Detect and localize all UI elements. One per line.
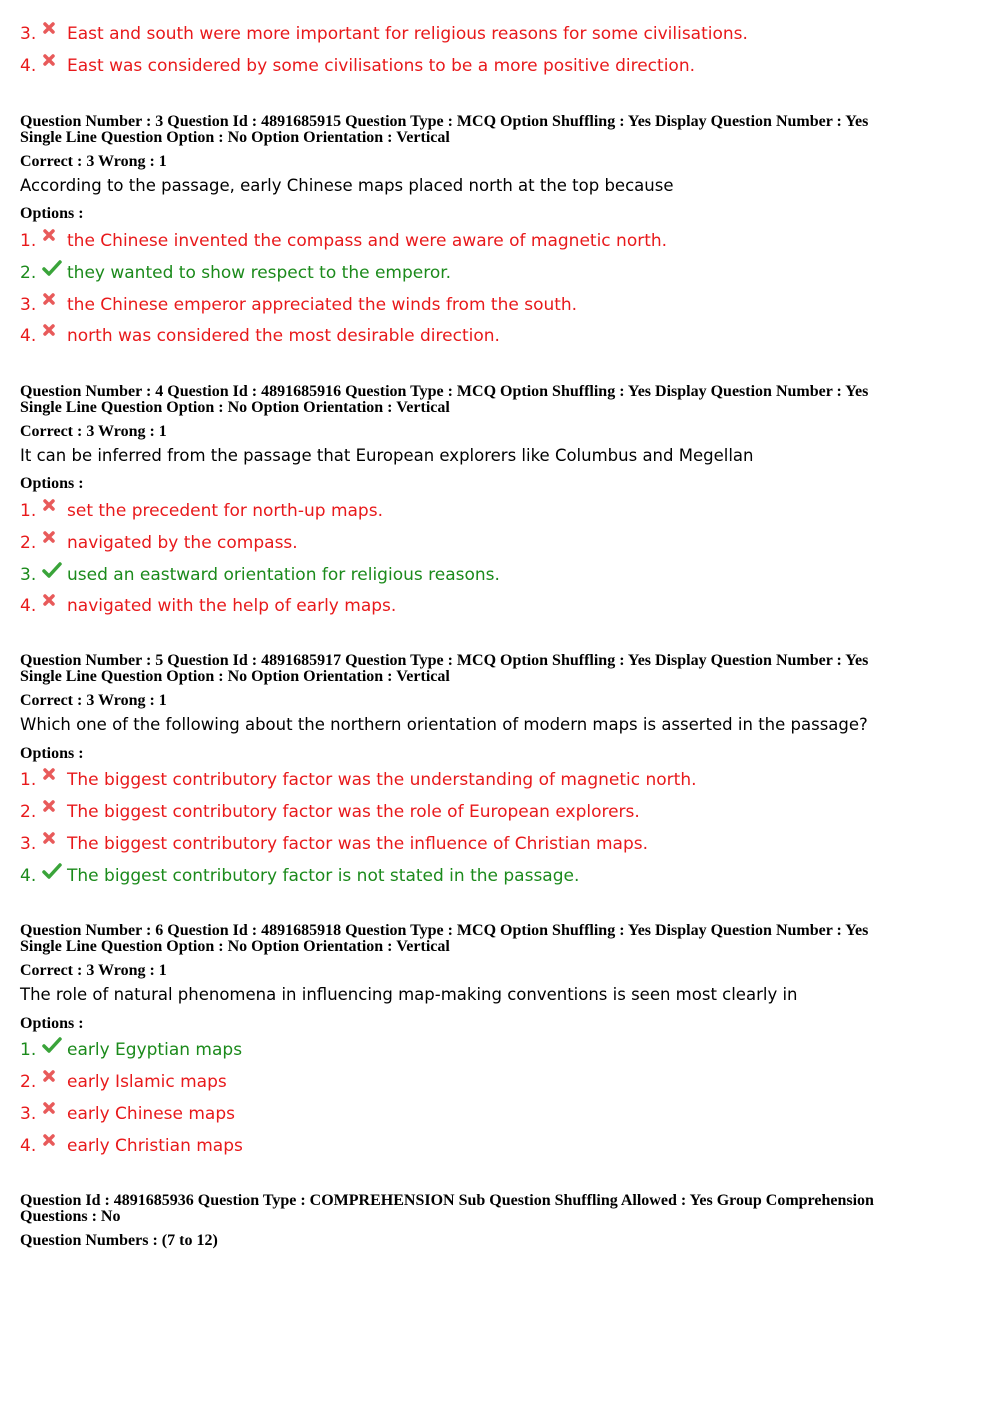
comprehension-meta: Question Id : 4891685936 Question Type : COMPREHENSION Sub Question Shuffling Allowed : Yes Group Comprehension (20, 1192, 874, 1209)
option-number: 2. (20, 533, 37, 553)
option-text: navigated by the compass. (67, 533, 298, 553)
question-meta: Single Line Question Option : No Option Orientation : Vertical (20, 668, 450, 685)
question-meta: Question Number : 4 Question Id : 4891685916 Question Type : MCQ Option Shuffling : Yes Display Question Number : Yes (20, 383, 869, 400)
option-text: north was considered the most desirable direction. (67, 326, 500, 346)
question-meta: Question Number : 6 Question Id : 4891685918 Question Type : MCQ Option Shuffling : Yes Display Question Number : Yes (20, 922, 869, 939)
cross-icon (42, 323, 62, 343)
option-number: 1. (20, 1040, 37, 1060)
question-text: The role of natural phenomena in influencing map-making conventions is seen most clearly in (20, 985, 798, 1004)
cross-icon (42, 767, 62, 787)
cross-icon (42, 53, 62, 73)
cross-icon (42, 292, 62, 312)
cross-icon (42, 1069, 62, 1089)
question-meta: Question Number : 5 Question Id : 4891685917 Question Type : MCQ Option Shuffling : Yes Display Question Number : Yes (20, 652, 869, 669)
question-meta: Question Number : 3 Question Id : 4891685915 Question Type : MCQ Option Shuffling : Yes Display Question Number : Yes (20, 113, 869, 130)
check-icon (42, 863, 62, 883)
option-number: 3. (20, 1104, 37, 1124)
option-number: 4. (20, 596, 37, 616)
question-text: According to the passage, early Chinese maps placed north at the top because (20, 176, 674, 195)
option-number: 1. (20, 770, 37, 790)
option-text: used an eastward orientation for religious reasons. (67, 565, 500, 585)
option-number: 1. (20, 231, 37, 251)
option-number: 2. (20, 263, 37, 283)
options-label: Options : (20, 475, 84, 492)
option-text: East and south were more important for religious reasons for some civilisations. (67, 24, 748, 44)
question-meta: Single Line Question Option : No Option Orientation : Vertical (20, 399, 450, 416)
question-text: It can be inferred from the passage that European explorers like Columbus and Megellan (20, 446, 754, 465)
option-text: the Chinese invented the compass and were aware of magnetic north. (67, 231, 668, 251)
option-text: navigated with the help of early maps. (67, 596, 397, 616)
cross-icon (42, 1133, 62, 1153)
question-meta: Single Line Question Option : No Option Orientation : Vertical (20, 129, 450, 146)
question-text: Which one of the following about the northern orientation of modern maps is asserted in the passage? (20, 715, 868, 734)
options-label: Options : (20, 1015, 84, 1032)
options-label: Options : (20, 205, 84, 222)
comprehension-meta: Questions : No (20, 1208, 121, 1225)
option-number: 4. (20, 866, 37, 886)
option-text: they wanted to show respect to the emperor. (67, 263, 452, 283)
cross-icon (42, 498, 62, 518)
cross-icon (42, 831, 62, 851)
option-text: early Islamic maps (67, 1072, 227, 1092)
check-icon (42, 562, 62, 582)
cross-icon (42, 593, 62, 613)
marks: Correct : 3 Wrong : 1 (20, 962, 167, 979)
cross-icon (42, 228, 62, 248)
check-icon (42, 260, 62, 280)
option-text: early Christian maps (67, 1136, 243, 1156)
option-number: 3. (20, 295, 37, 315)
marks: Correct : 3 Wrong : 1 (20, 153, 167, 170)
option-number: 3. (20, 834, 37, 854)
options-label: Options : (20, 745, 84, 762)
option-text: The biggest contributory factor was the influence of Christian maps. (67, 834, 649, 854)
question-numbers: Question Numbers : (7 to 12) (20, 1232, 218, 1249)
cross-icon (42, 1101, 62, 1121)
marks: Correct : 3 Wrong : 1 (20, 423, 167, 440)
option-text: The biggest contributory factor is not stated in the passage. (67, 866, 580, 886)
check-icon (42, 1037, 62, 1057)
option-number: 2. (20, 1072, 37, 1092)
option-number: 3. (20, 24, 37, 44)
option-number: 1. (20, 501, 37, 521)
cross-icon (42, 799, 62, 819)
cross-icon (42, 21, 62, 41)
option-text: the Chinese emperor appreciated the winds from the south. (67, 295, 578, 315)
option-text: early Egyptian maps (67, 1040, 243, 1060)
option-number: 4. (20, 326, 37, 346)
option-number: 2. (20, 802, 37, 822)
option-text: The biggest contributory factor was the role of European explorers. (67, 802, 640, 822)
option-number: 3. (20, 565, 37, 585)
option-text: The biggest contributory factor was the understanding of magnetic north. (67, 770, 697, 790)
question-meta: Single Line Question Option : No Option Orientation : Vertical (20, 938, 450, 955)
marks: Correct : 3 Wrong : 1 (20, 692, 167, 709)
cross-icon (42, 530, 62, 550)
option-number: 4. (20, 56, 37, 76)
option-number: 4. (20, 1136, 37, 1156)
option-text: East was considered by some civilisations to be a more positive direction. (67, 56, 695, 76)
option-text: set the precedent for north-up maps. (67, 501, 383, 521)
option-text: early Chinese maps (67, 1104, 235, 1124)
